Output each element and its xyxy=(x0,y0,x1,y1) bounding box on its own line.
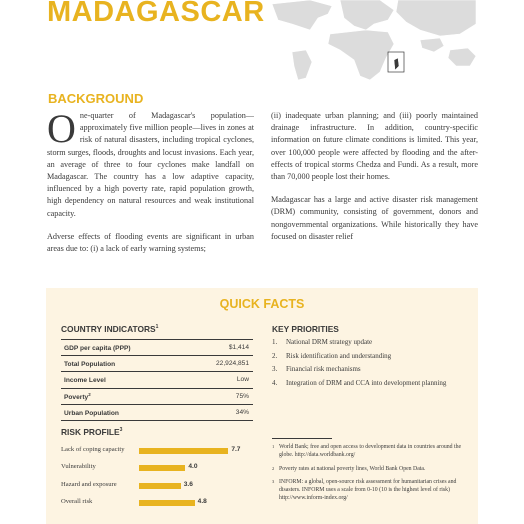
risk-value: 4.8 xyxy=(197,498,207,505)
table-row xyxy=(61,356,253,372)
heading-text: RISK PROFILE xyxy=(61,427,120,437)
heading-text: COUNTRY INDICATORS xyxy=(61,324,156,334)
table-row xyxy=(61,372,253,388)
list-item: 2. Risk identification and understanding xyxy=(272,351,392,360)
list-item: 4. Integration of DRM and CCA into development planning xyxy=(272,378,447,387)
background-paragraph xyxy=(47,106,254,220)
risk-profile-heading xyxy=(61,427,122,437)
indicator-label: Total Population xyxy=(61,356,185,372)
footnotes xyxy=(272,444,472,509)
table-row xyxy=(61,404,253,420)
list-item: 3. Financial risk mechanisms xyxy=(272,365,361,373)
indicator-value: 34% xyxy=(185,404,253,420)
risk-bar xyxy=(139,448,228,454)
footnote: 1 World Bank; free and open access to development data in countries around the globe. http://data.worldbank.org/ xyxy=(272,444,462,458)
indicator-label: Urban Population xyxy=(61,404,185,420)
footnote-ref: 1 xyxy=(155,324,159,331)
footnote-ref: 3 xyxy=(119,427,123,434)
risk-row xyxy=(61,480,261,490)
risk-row xyxy=(61,462,261,472)
footnote: 2 Poverty rates at national poverty lines, World Bank Open Data. xyxy=(272,465,426,472)
indicator-value: 22,924,851 xyxy=(185,356,253,372)
indicator-value: Low xyxy=(185,372,253,388)
country-indicators-table xyxy=(61,339,253,421)
risk-value: 7.7 xyxy=(231,446,241,453)
risk-value: 4.0 xyxy=(188,463,198,470)
background-left-column xyxy=(47,106,254,266)
background-heading: BACKGROUND xyxy=(48,91,144,106)
indicator-label: Poverty$^2$ xyxy=(61,388,185,404)
background-paragraph: Madagascar has a large and active disaster risk management (DRM) community, consisting of government, donors and nongovernmental organizations. While historically they have focused on disaster relief xyxy=(271,195,478,241)
footnote: 3 INFORM: a global, open-source risk assessment for humanitarian crises and disasters. INFORM uses a scale from 0-10 (10 is the highest level of risk) http://www.inform-index.org/ xyxy=(272,479,457,501)
key-priorities-heading: KEY PRIORITIES xyxy=(272,324,339,334)
key-priorities-list xyxy=(272,338,472,392)
quick-facts-panel xyxy=(46,288,478,524)
page-title: MADAGASCAR xyxy=(47,0,265,28)
risk-value: 3.6 xyxy=(183,481,193,488)
risk-label: Vulnerability xyxy=(61,463,96,470)
risk-bar xyxy=(139,500,195,506)
world-map-locator xyxy=(270,0,480,82)
risk-bar xyxy=(139,465,185,471)
table-row xyxy=(61,340,253,356)
indicator-value: $1,414 xyxy=(185,340,253,356)
risk-row xyxy=(61,497,261,507)
country-indicators-heading xyxy=(61,324,158,334)
quick-facts-heading: QUICK FACTS xyxy=(219,297,305,311)
background-paragraph: (ii) inadequate urban planning; and (iii) poorly maintained drainage infrastructure. In addition, country-specific information on future climate conditions is limited. This year, over 100,000 people were affected by flooding and the after-effects of tropical storms Chedza and Fundi. As a result, more than 70,000 people lost their homes. xyxy=(271,111,478,182)
madagascar-marker xyxy=(394,58,399,70)
risk-label: Lack of coping capacity xyxy=(61,446,125,453)
background-right-column xyxy=(271,110,478,254)
drop-cap: O xyxy=(47,106,76,151)
indicator-value: 75% xyxy=(185,388,253,404)
indicator-label: Income Level xyxy=(61,372,185,388)
table-row xyxy=(61,388,253,404)
paragraph-text: ne-quarter of Madagascar's population—approximately five million people—lives in zones at risk of natural disasters, including tropical cyclones, storm surges, floods, droughts and locust invasions. Each year, an average of three to four cyclones make landfall on Madagascar. The country has a low adaptive capacity, influenced by a high poverty rate, rapid population growth, high dependency on natural resources and weak institutional capacity. xyxy=(47,111,254,218)
risk-label: Hazard and exposure xyxy=(61,481,117,488)
risk-bar xyxy=(139,483,181,489)
footnote-divider xyxy=(272,438,332,439)
background-paragraph: Adverse effects of flooding events are significant in urban areas due to: (i) a lack of early warning systems; xyxy=(47,231,254,254)
indicator-label: GDP per capita (PPP) xyxy=(61,340,185,356)
risk-label: Overall risk xyxy=(61,498,93,505)
list-item: 1. National DRM strategy update xyxy=(272,338,373,346)
risk-row xyxy=(61,445,261,455)
